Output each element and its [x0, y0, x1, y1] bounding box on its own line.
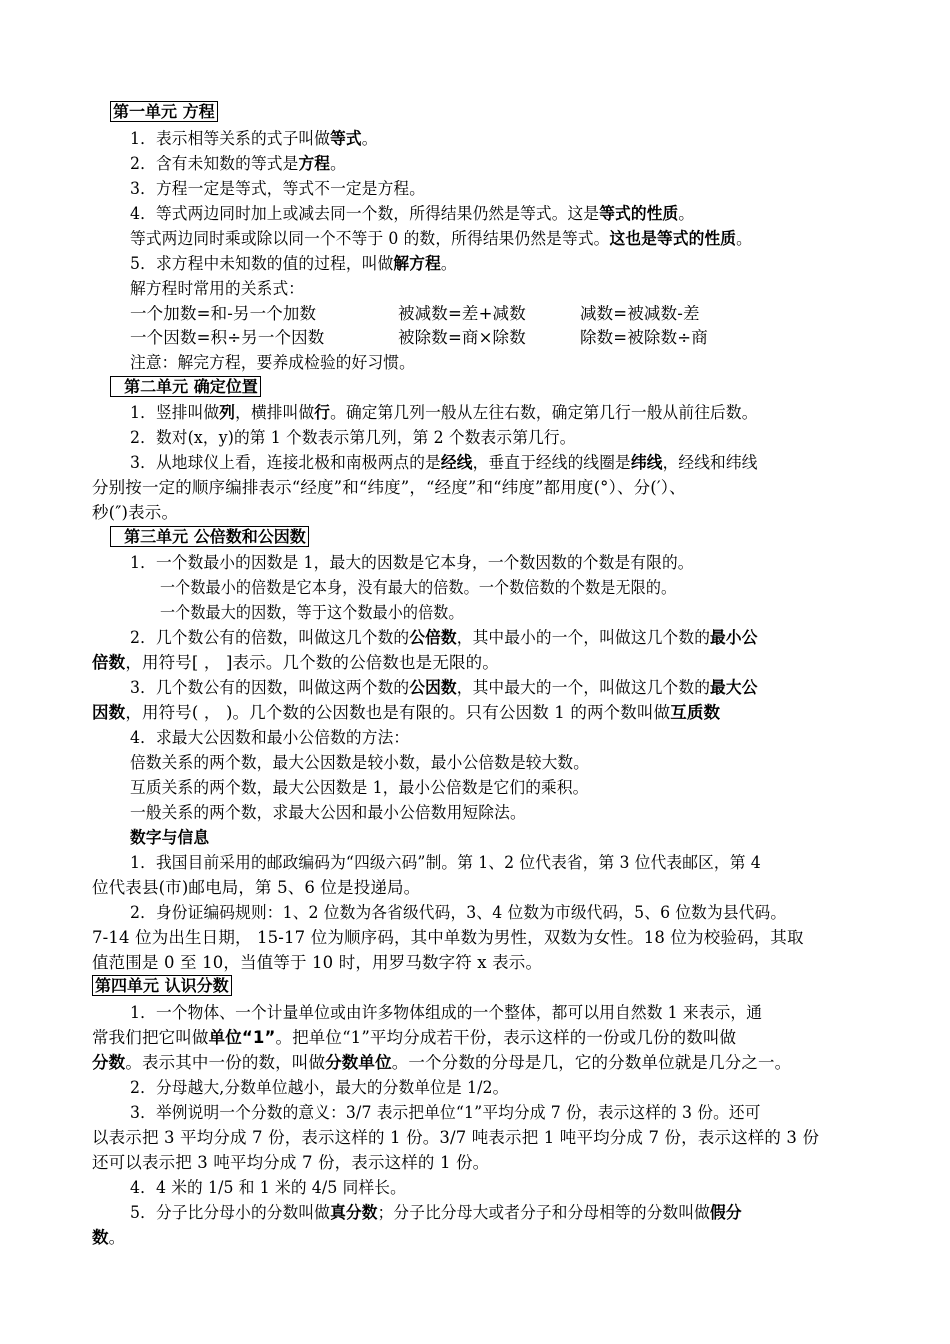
- u4-line7: 还可以表示把 3 吨平均分成 7 份，表示这样的 1 份。: [92, 1153, 490, 1172]
- u1-line6: 5．求方程中未知数的值的过程，叫做解方程。: [130, 254, 457, 273]
- u1-line8: 注意：解完方程，要养成检验的好习惯。: [130, 353, 415, 372]
- unit4-heading: 第四单元 认识分数: [92, 975, 232, 996]
- u1-line1: 1．表示相等关系的式子叫做等式。: [130, 129, 378, 148]
- u4-line3: 分数。表示其中一份的数，叫做分数单位。一个分数的分母是几，它的分数单位就是几分之一。: [92, 1053, 792, 1072]
- unit2-heading: 第二单元 确定位置: [110, 376, 261, 397]
- u1-relation-r1c1: 一个加数=和-另一个加数: [130, 304, 317, 323]
- u1-line3: 3．方程一定是等式，等式不一定是方程。: [130, 179, 426, 198]
- u3-line3: 一个数最大的因数，等于这个数最小的倍数。: [160, 603, 464, 622]
- u1-relation-r2c1: 一个因数=积÷另一个因数: [130, 328, 325, 347]
- u4-line8: 4．4 米的 1/5 和 1 米的 4/5 同样长。: [130, 1178, 406, 1197]
- u4-line10: 数。: [92, 1228, 126, 1247]
- u3-line10: 互质关系的两个数，最大公因数是 1，最小公倍数是它们的乘积。: [130, 778, 589, 797]
- u2-line2: 2．数对(x，y)的第 1 个数表示第几列，第 2 个数表示第几行。: [130, 428, 576, 447]
- u3-line15: 7-14 位为出生日期， 15-17 位为顺序码，其中单数为男性，双数为女性。18 位为校验码，其取: [92, 928, 804, 947]
- u3-subheading: 数字与信息: [130, 828, 210, 847]
- u4-line4: 2．分母越大,分数单位越小，最大的分数单位是 1/2。: [130, 1078, 509, 1097]
- unit1-heading: 第一单元 方程: [110, 101, 218, 122]
- u1-relation-r2c2: 被除数=商×除数: [398, 328, 526, 347]
- u1-relation-r1c2: 被减数=差+减数: [398, 304, 526, 323]
- u3-line14: 2．身份证编码规则：1、2 位数为各省级代码，3、4 位数为市级代码，5、6 位数为县代码。: [130, 903, 787, 922]
- u1-relation-r1c3: 减数=被减数-差: [580, 304, 700, 323]
- u4-line1: 1．一个物体、一个计量单位或由许多物体组成的一个整体，都可以用自然数 1 来表示，通: [130, 1003, 763, 1022]
- u1-line5: 等式两边同时乘或除以同一个不等于 0 的数，所得结果仍然是等式。这也是等式的性质。: [130, 229, 752, 248]
- u1-line4: 4．等式两边同时加上或减去同一个数，所得结果仍然是等式。这是等式的性质。: [130, 204, 695, 223]
- u3-line5: 倍数，用符号[ ， ]表示。几个数的公倍数也是无限的。: [92, 653, 499, 672]
- u3-line8: 4．求最大公因数和最小公倍数的方法：: [130, 728, 410, 747]
- u3-line11: 一般关系的两个数，求最大公因和最小公倍数用短除法。: [130, 803, 526, 822]
- u3-line4: 2．几个数公有的倍数，叫做这几个数的公倍数，其中最小的一个，叫做这几个数的最小公: [130, 628, 758, 647]
- u3-line9: 倍数关系的两个数，最大公因数是较小数，最小公倍数是较大数。: [130, 753, 590, 772]
- u3-line12: 1．我国目前采用的邮政编码为“四级六码”制。第 1、2 位代表省，第 3 位代表邮区，第 4: [130, 853, 761, 872]
- u4-line2: 常我们把它叫做单位“1”。把单位“1”平均分成若干份，表示这样的一份或几份的数叫做: [92, 1028, 737, 1047]
- u3-line16: 值范围是 0 至 10，当值等于 10 时，用罗马数字符 x 表示。: [92, 953, 543, 972]
- u1-line7: 解方程时常用的关系式：: [130, 279, 305, 298]
- u3-line13: 位代表县(市)邮电局，第 5、6 位是投递局。: [92, 878, 421, 897]
- u4-line5: 3．举例说明一个分数的意义：3/7 表示把单位“1”平均分成 7 份，表示这样的 3 份。还可: [130, 1103, 761, 1122]
- u4-line9: 5．分子比分母小的分数叫做真分数；分子比分母大或者分子和分母相等的分数叫做假分: [130, 1203, 742, 1222]
- u2-line5: 秒(″)表示。: [92, 503, 179, 522]
- u3-line2: 一个数最小的倍数是它本身，没有最大的倍数。一个数倍数的个数是无限的。: [160, 578, 677, 597]
- u2-line3: 3．从地球仪上看，连接北极和南极两点的是经线，垂直于经线的线圈是纬线，经线和纬线: [130, 453, 758, 472]
- u3-line7: 因数，用符号( ， )。几个数的公因数也是有限的。只有公因数 1 的两个数叫做互质数: [92, 703, 721, 722]
- u3-line6: 3．几个数公有的因数，叫做这两个数的公因数，其中最大的一个，叫做这几个数的最大公: [130, 678, 758, 697]
- u1-line2: 2．含有未知数的等式是方程。: [130, 154, 346, 173]
- u2-line1: 1．竖排叫做列，横排叫做行。确定第几列一般从左往右数，确定第几行一般从前往后数。: [130, 403, 758, 422]
- u4-line6: 以表示把 3 平均分成 7 份，表示这样的 1 份。3/7 吨表示把 1 吨平均分成 7 份，表示这样的 3 份: [92, 1128, 820, 1147]
- u1-relation-r2c3: 除数=被除数÷商: [580, 328, 708, 347]
- unit3-heading: 第三单元 公倍数和公因数: [110, 526, 309, 547]
- u3-line1: 1．一个数最小的因数是 1，最大的因数是它本身，一个数因数的个数是有限的。: [130, 553, 694, 572]
- u2-line4: 分别按一定的顺序编排表示“经度”和“纬度”，“经度”和“纬度”都用度(°）、分(′）、: [92, 478, 686, 497]
